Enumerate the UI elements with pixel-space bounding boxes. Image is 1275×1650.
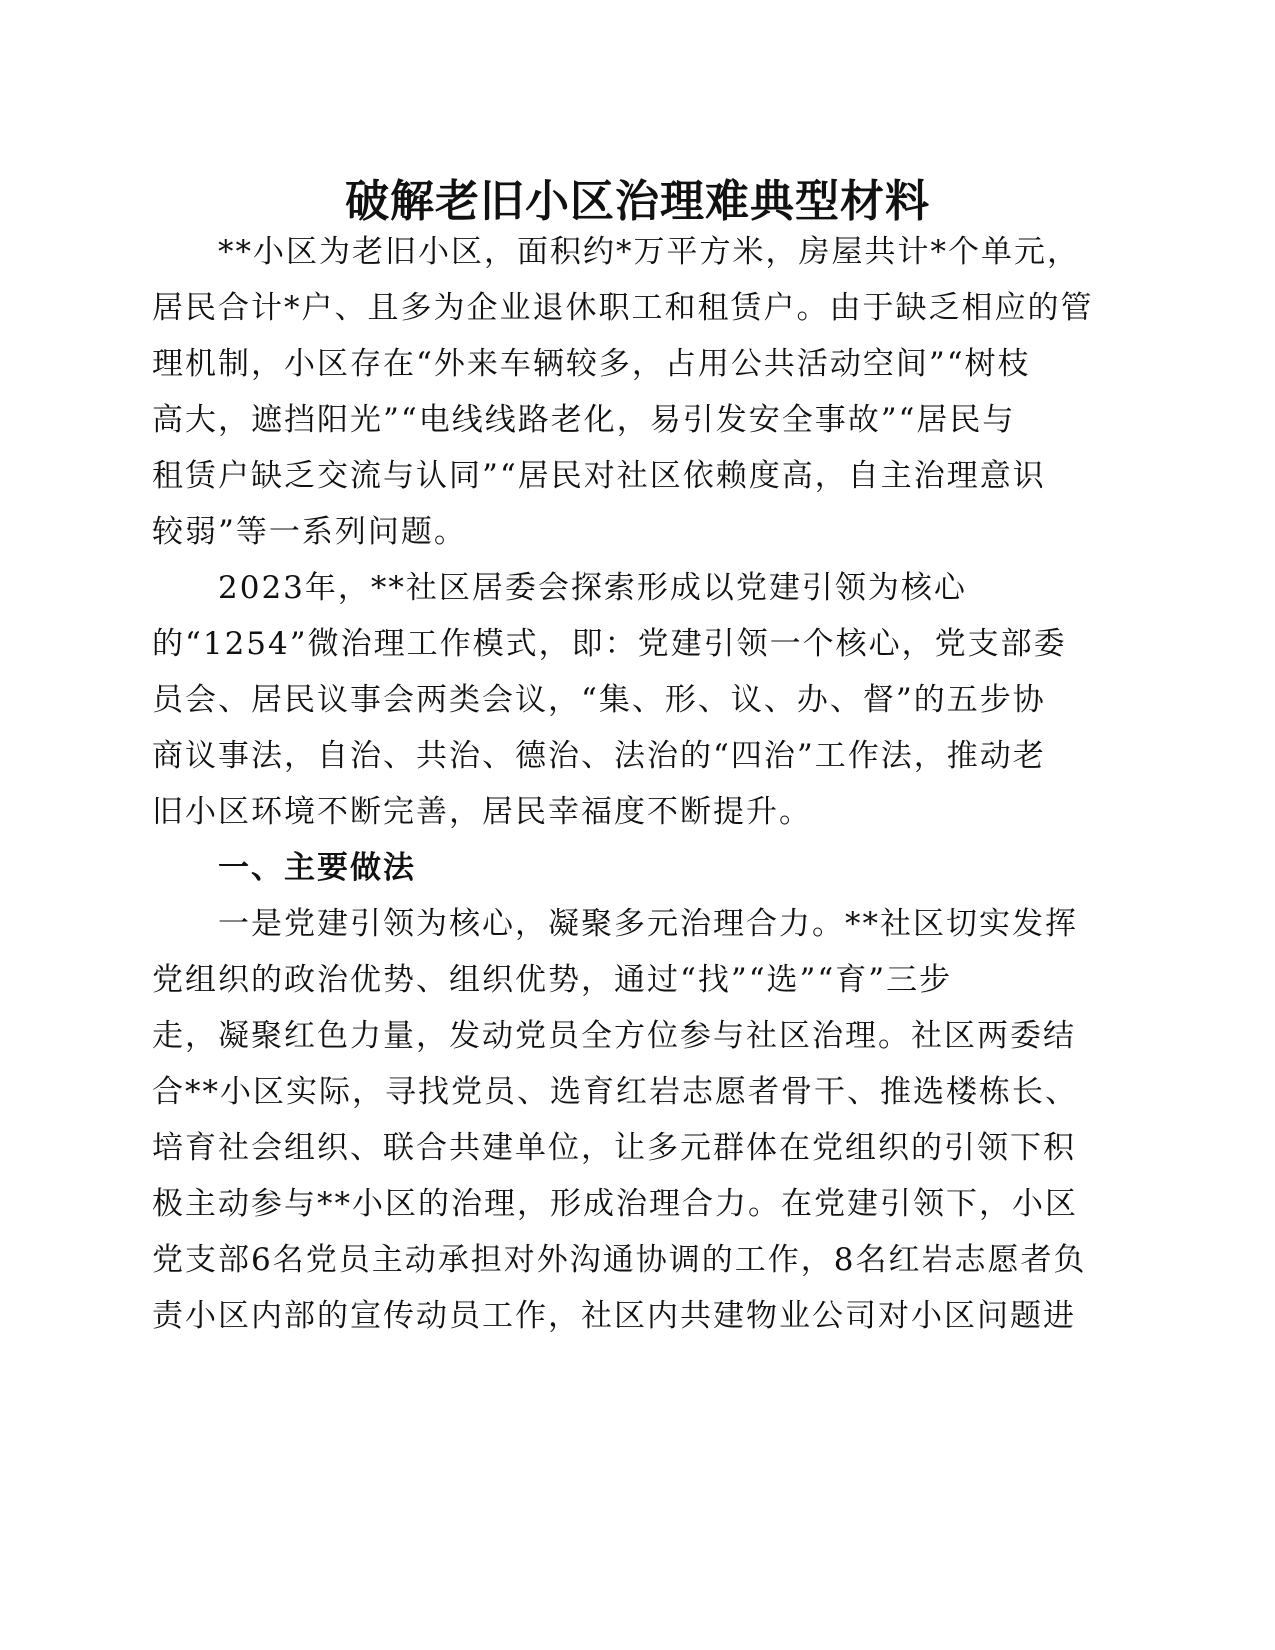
paragraph-line: 的“1254”微治理工作模式，即：党建引领一个核心，党支部委 bbox=[152, 626, 1067, 662]
paragraph-line: 租赁户缺乏交流与认同”“居民对社区依赖度高，自主治理意识 bbox=[152, 458, 1046, 494]
section-heading: 一、主要做法 bbox=[152, 850, 416, 886]
paragraph-line: 理机制，小区存在“外来车辆较多，占用公共活动空间”“树枝 bbox=[152, 346, 1031, 382]
paragraph-line: 员会、居民议事会两类会议，“集、形、议、办、督”的五步协 bbox=[152, 682, 1046, 718]
paragraph-line: 合**小区实际，寻找党员、选育红岩志愿者骨干、推选楼栋长、 bbox=[152, 1074, 1078, 1110]
paragraph-line: 较弱”等一系列问题。 bbox=[152, 514, 467, 550]
paragraph-line: 一是党建引领为核心，凝聚多元治理合力。**社区切实发挥 bbox=[152, 906, 1078, 942]
paragraph-line: **小区为老旧小区，面积约*万平方米，房屋共计*个单元， bbox=[152, 234, 1080, 270]
paragraph-line: 责小区内部的宣传动员工作，社区内共建物业公司对小区问题进 bbox=[152, 1298, 1076, 1334]
paragraph-line: 培育社会组织、联合共建单位，让多元群体在党组织的引领下积 bbox=[152, 1130, 1076, 1166]
paragraph-line: 居民合计*户、且多为企业退休职工和租赁户。由于缺乏相应的管 bbox=[152, 290, 1094, 326]
paragraph-line: 2023年，**社区居委会探索形成以党建引领为核心 bbox=[152, 570, 967, 606]
paragraph-line: 极主动参与**小区的治理，形成治理合力。在党建引领下，小区 bbox=[152, 1186, 1078, 1222]
paragraph-line: 党支部6名党员主动承担对外沟通协调的工作，8名红岩志愿者负 bbox=[152, 1242, 1087, 1278]
paragraph-line: 高大，遮挡阳光”“电线线路老化，易引发安全事故”“居民与 bbox=[152, 402, 1016, 438]
paragraph-line: 商议事法，自治、共治、德治、法治的“四治”工作法，推动老 bbox=[152, 738, 1046, 774]
paragraph-line: 旧小区环境不断完善，居民幸福度不断提升。 bbox=[152, 794, 812, 830]
paragraph-line: 走，凝聚红色力量，发动党员全方位参与社区治理。社区两委结 bbox=[152, 1018, 1076, 1054]
document-title: 破解老旧小区治理难典型材料 bbox=[345, 176, 930, 227]
paragraph-line: 党组织的政治优势、组织优势，通过“找”“选”“育”三步 bbox=[152, 962, 953, 998]
